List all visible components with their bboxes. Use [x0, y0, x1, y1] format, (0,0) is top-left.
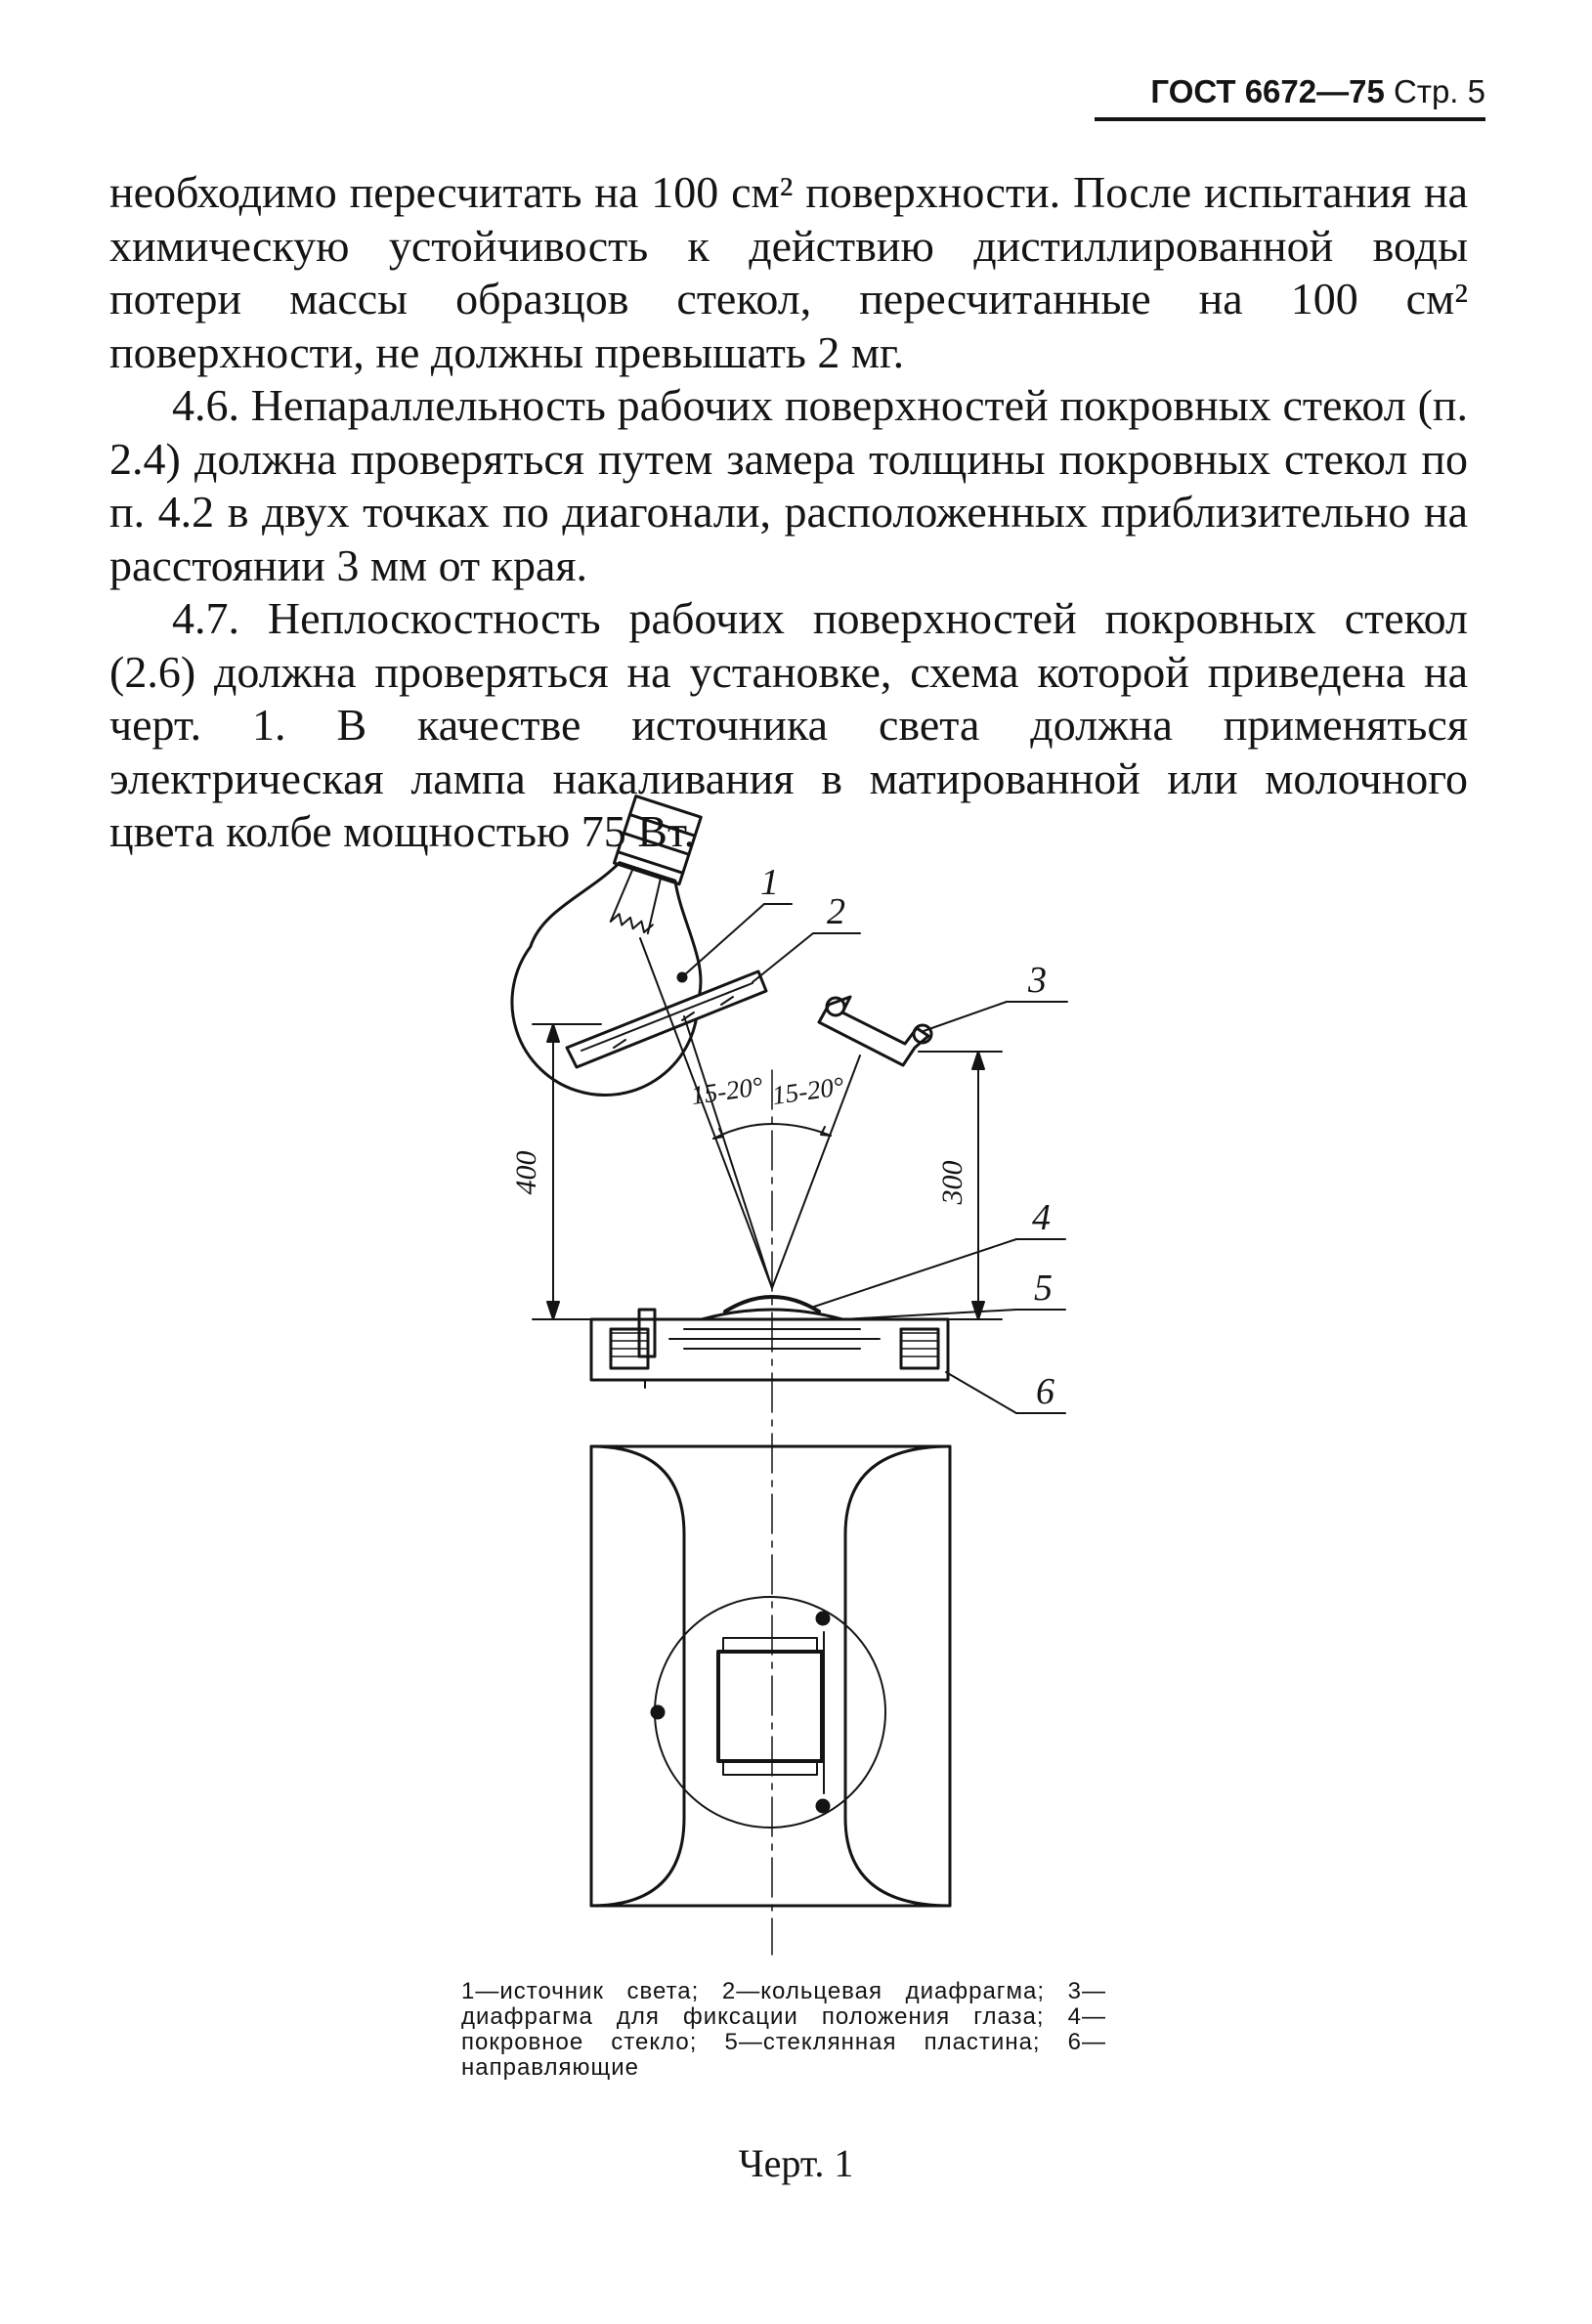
angle-label-right: 15-20° — [770, 1071, 846, 1111]
figure-caption: 1—источник света; 2—кольцевая диафрагма; 3—диафрагма для фиксации положения глаза; 4—покровное стекло; 5—стеклянная пластина; 6—направляющие — [461, 1978, 1106, 2081]
callout-2: 2 — [827, 891, 845, 932]
eye-diaphragm — [819, 997, 931, 1065]
dimension-label-300: 300 — [936, 1160, 968, 1205]
angle-label-left: 15-20° — [689, 1071, 765, 1111]
callout-3: 3 — [1028, 960, 1047, 1001]
standard-number: ГОСТ 6672—75 — [1150, 73, 1385, 109]
callout-5: 5 — [1034, 1268, 1053, 1309]
callout-1: 1 — [760, 862, 779, 903]
dimension-400 — [533, 1024, 601, 1319]
dimension-label-400: 400 — [510, 1150, 542, 1195]
base-section — [591, 1310, 948, 1388]
page-number: Стр. 5 — [1394, 73, 1485, 109]
plan-view — [591, 1446, 950, 1906]
paragraph-continuation: необходимо пересчитать на 100 см² поверхности. После испытания на химическую устойчивость к действию дистиллированной воды потери массы образцов стекол, пересчитанные на 100 см² поверхности, не должны превышать 2 мг. — [109, 167, 1468, 377]
paragraph-4-6: 4.6. Непараллельность рабочих поверхностей покровных стекол (п. 2.4) должна проверяться путем замера толщины покровных стекол по п. 4.2 в двух точках по диагонали, расположенных приблизительно на расстоянии 3 мм от края. — [109, 380, 1468, 590]
callout-6: 6 — [1036, 1371, 1054, 1412]
light-bulb — [488, 778, 756, 1119]
paragraph-4-7: 4.7. Неплоскостность рабочих поверхностей покровных стекол (2.6) должна проверяться на установке, схема которой приведена на черт. 1. В качестве источника света должна применяться электрическая лампа накаливания в матированной или молочного цвета колбе мощностью 75 Вт. — [109, 593, 1468, 856]
figure-number: Черт. 1 — [738, 2141, 854, 2185]
ring-diaphragm — [567, 971, 766, 1067]
callout-4: 4 — [1032, 1197, 1051, 1238]
